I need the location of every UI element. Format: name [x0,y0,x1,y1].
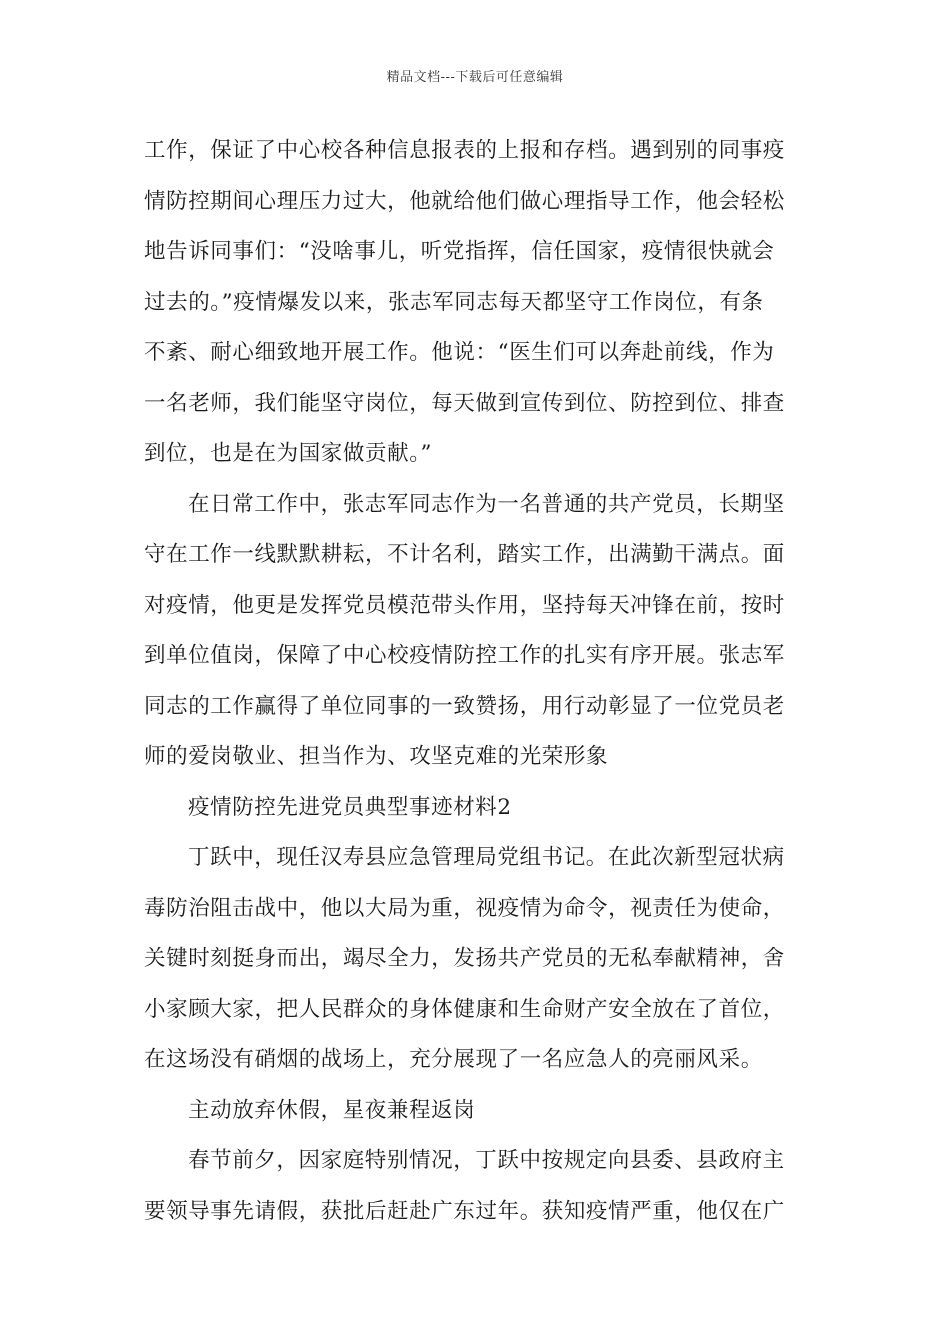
text-line: 小家顾大家，把人民群众的身体健康和生命财产安全放在了首位， [144,996,785,1022]
paragraph-start-line: 春节前夕，因家庭特别情况，丁跃中按规定向县委、县政府主 [188,1148,785,1173]
text-line: 守在工作一线默默耕耘，不计名利，踏实工作，出满勤干满点。面 [144,542,785,567]
text-line: 师的爱岗敬业、担当作为、攻坚克难的光荣形象 [144,744,609,769]
text-line: 毒防治阻击战中，他以大局为重，视疫情为命令，视责任为使命， [144,895,785,921]
subheading: 主动放弃休假，星夜兼程返岗 [188,1097,476,1123]
text-line: 要领导事先请假，获批后赶赴广东过年。获知疫情严重，他仅在广 [144,1198,785,1224]
document-body [144,126,808,1237]
text-line: 工作，保证了中心校各种信息报表的上报和存档。遇到别的同事疫 [144,138,785,163]
text-line: 到单位值岗，保障了中心校疫情防控工作的扎实有序开展。张志军 [144,643,785,668]
text-line: 一名老师，我们能坚守岗位，每天做到宣传到位、防控到位、排查 [144,390,785,416]
text-line: 不紊、耐心细致地开展工作。他说：“医生们可以奔赴前线，作为 [144,340,775,365]
text-line: 同志的工作赢得了单位同事的一致赞扬，用行动彰显了一位党员老 [144,693,785,719]
text-line: 在这场没有硝烟的战场上，充分展现了一名应急人的亮丽风采。 [144,1047,763,1072]
text-line: 地告诉同事们：“没啥事儿，听党指挥，信任国家，疫情很快就会 [144,239,775,264]
paragraph-start-line: 丁跃中，现任汉寿县应急管理局党组书记。在此次新型冠状病 [188,845,785,870]
section-title: 疫情防控先进党员典型事迹材料2 [188,794,512,820]
text-line: 情防控期间心理压力过大，他就给他们做心理指导工作，他会轻松 [144,188,785,214]
text-line: 过去的。”疫情爆发以来，张志军同志每天都坚守工作岗位，有条 [144,289,764,315]
text-line: 对疫情，他更是发挥党员模范带头作用，坚持每天冲锋在前，按时 [144,592,785,618]
text-line: 到位，也是在为国家做贡献。” [144,441,433,466]
text-line: 关键时刻挺身而出，竭尽全力，发扬共产党员的无私奉献精神，舍 [144,946,785,971]
page-header: 精品文档---下载后可任意编辑 [386,70,564,85]
paragraph-start-line: 在日常工作中，张志军同志作为一名普通的共产党员，长期坚 [188,491,785,517]
